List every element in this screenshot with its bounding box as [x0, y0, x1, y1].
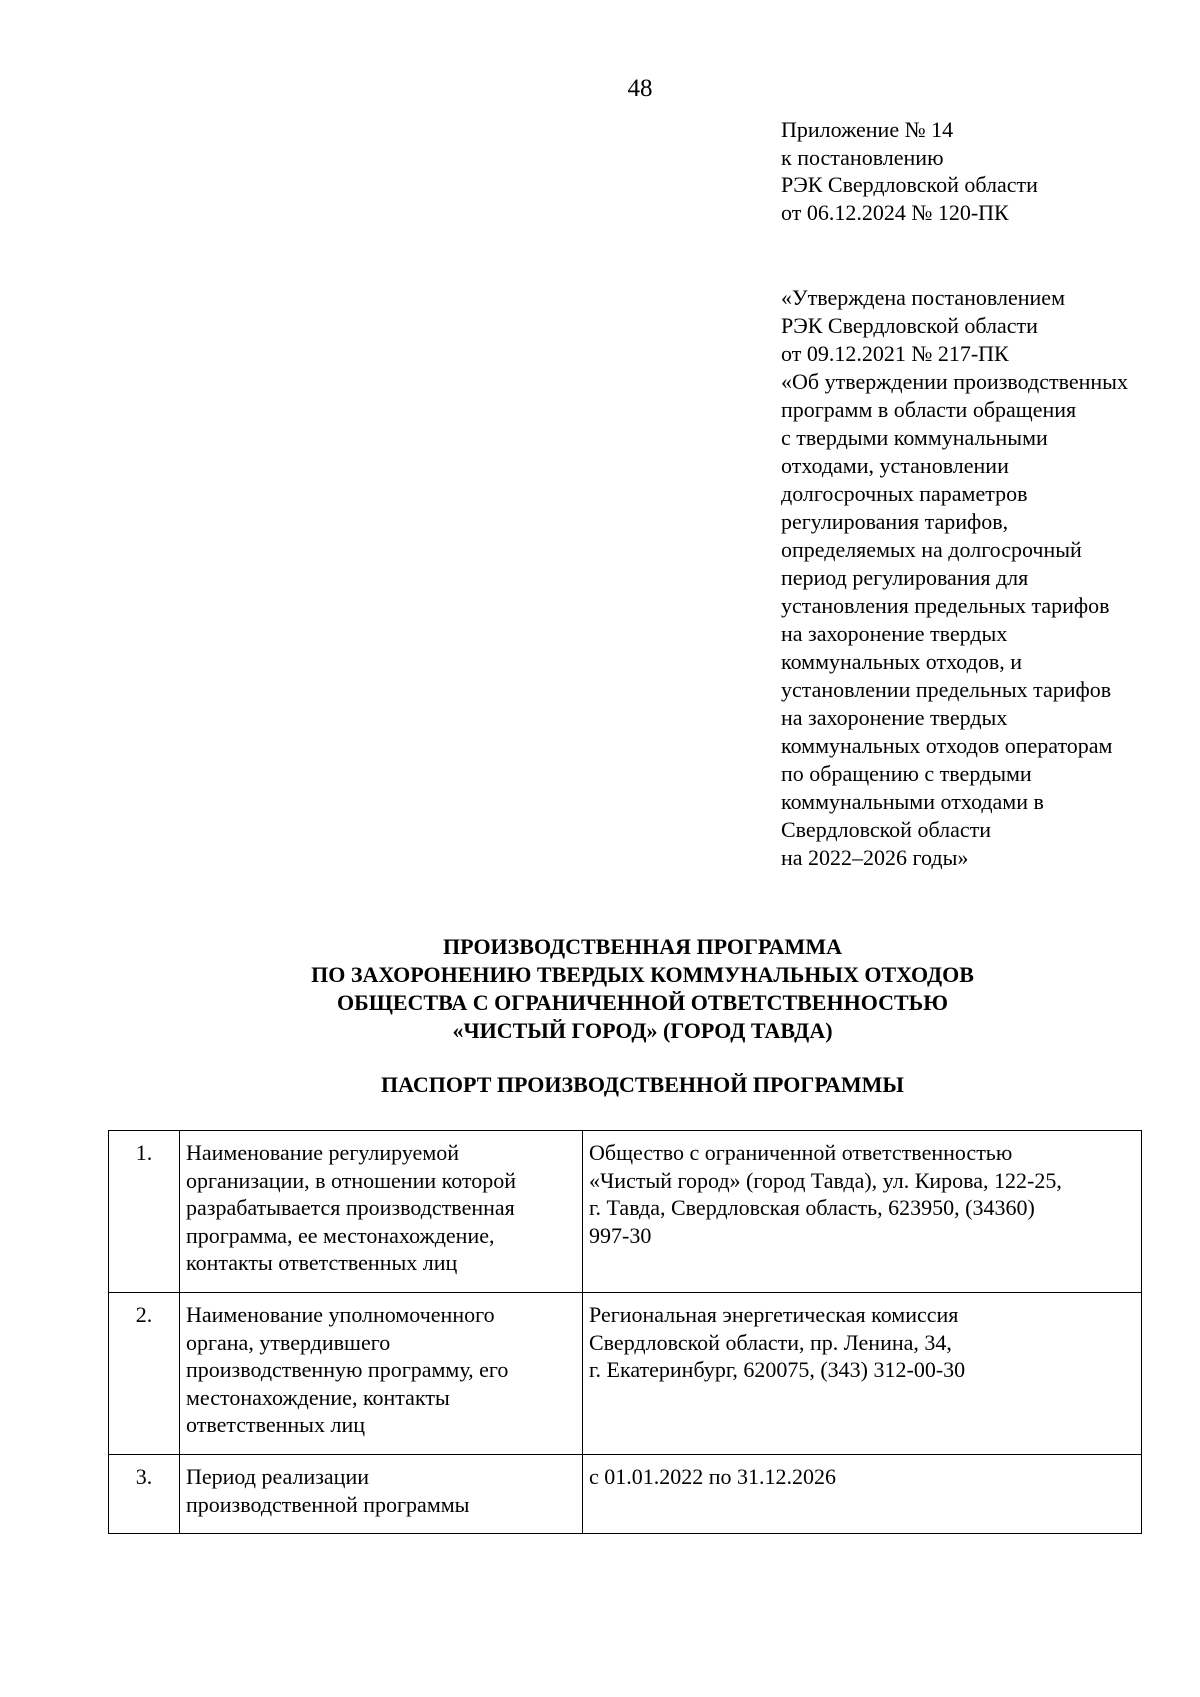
row-value — [583, 1455, 1142, 1534]
row-label — [180, 1131, 583, 1293]
passport-heading: ПАСПОРТ ПРОИЗВОДСТВЕННОЙ ПРОГРАММЫ — [380, 1072, 904, 1097]
approval-line: коммунальных отходов, и — [781, 649, 1023, 674]
approval-line: «Об утверждении производственных — [781, 369, 1128, 394]
approval-line: по обращению с твердыми — [781, 761, 1032, 786]
document-title — [0, 933, 1200, 1045]
approval-line: на 2022–2026 годы» — [781, 845, 969, 870]
value-line: г. Екатеринбург, 620075, (343) 312-00-30 — [589, 1357, 966, 1382]
value-line: «Чистый город» (город Тавда), ул. Кирова, 122-25, — [589, 1167, 1062, 1193]
label-line: организации, в отношении которой — [186, 1167, 516, 1193]
approval-line: Свердловской области — [781, 817, 991, 842]
label-line: Период реализации — [186, 1464, 370, 1489]
label-line: производственной программы — [186, 1491, 470, 1517]
approval-line: на захоронение твердых — [781, 705, 1008, 730]
approval-line: определяемых на долгосрочный — [781, 537, 1082, 562]
label-line: органа, утвердившего — [186, 1329, 391, 1355]
row-label — [180, 1455, 583, 1534]
approval-line: период регулирования для — [781, 565, 1029, 590]
approval-line: отходами, установлении — [781, 453, 1009, 478]
approval-line: с твердыми коммунальными — [781, 425, 1048, 450]
table-row — [109, 1131, 1142, 1293]
label-line: Наименование уполномоченного — [186, 1302, 495, 1327]
title-line: ОБЩЕСТВА С ОГРАНИЧЕННОЙ ОТВЕТСТВЕННОСТЬЮ — [337, 990, 948, 1015]
passport-table — [108, 1130, 1142, 1534]
appendix-line: Приложение № 14 — [781, 117, 954, 142]
approval-line: РЭК Свердловской области — [781, 313, 1038, 338]
approval-line: коммунальными отходами в — [781, 789, 1044, 814]
approval-line: от 09.12.2021 № 217-ПК — [781, 341, 1009, 366]
label-line: программа, ее местонахождение, — [186, 1222, 495, 1248]
row-number: 3. — [109, 1455, 180, 1534]
appendix-line: РЭК Свердловской области — [781, 172, 1038, 197]
approval-line: на захоронение твердых — [781, 621, 1008, 646]
label-line: Наименование регулируемой — [186, 1140, 460, 1165]
approval-line: регулирования тарифов, — [781, 509, 1009, 534]
approval-reference — [781, 284, 1128, 872]
row-value — [583, 1293, 1142, 1455]
row-label — [180, 1293, 583, 1455]
page-number: 48 — [627, 75, 653, 102]
title-line: «ЧИСТЫЙ ГОРОД» (ГОРОД ТАВДА) — [452, 1018, 833, 1043]
label-line: контакты ответственных лиц — [186, 1250, 458, 1275]
approval-line: «Утверждена постановлением — [781, 285, 1065, 310]
table-row — [109, 1293, 1142, 1455]
value-line: Общество с ограниченной ответственностью — [589, 1140, 1013, 1165]
label-line: местонахождение, контакты — [186, 1384, 450, 1410]
value-line: с 01.01.2022 по 31.12.2026 — [589, 1464, 837, 1489]
appendix-line: от 06.12.2024 № 120-ПК — [781, 199, 1009, 225]
label-line: ответственных лиц — [186, 1412, 365, 1437]
approval-line: установлении предельных тарифов — [781, 677, 1112, 702]
title-line: ПО ЗАХОРОНЕНИЮ ТВЕРДЫХ КОММУНАЛЬНЫХ ОТХОДОВ — [311, 962, 974, 987]
row-number: 1. — [109, 1131, 180, 1293]
row-number: 2. — [109, 1293, 180, 1455]
approval-line: коммунальных отходов операторам — [781, 733, 1113, 758]
value-line: Свердловской области, пр. Ленина, 34, — [589, 1329, 952, 1355]
value-line: Региональная энергетическая комиссия — [589, 1302, 959, 1327]
value-line: г. Тавда, Свердловская область, 623950, (34360) — [589, 1195, 1035, 1220]
approval-line: установления предельных тарифов — [781, 593, 1110, 618]
approval-line: программ в области обращения — [781, 397, 1077, 422]
approval-line: долгосрочных параметров — [781, 481, 1028, 506]
table-row — [109, 1455, 1142, 1534]
label-line: разрабатывается производственная — [186, 1195, 515, 1220]
label-line: производственную программу, его — [186, 1357, 509, 1382]
value-line: 997-30 — [589, 1222, 652, 1248]
title-line: ПРОИЗВОДСТВЕННАЯ ПРОГРАММА — [443, 934, 842, 959]
row-value — [583, 1131, 1142, 1293]
appendix-reference — [781, 116, 1038, 226]
appendix-line: к постановлению — [781, 144, 944, 170]
